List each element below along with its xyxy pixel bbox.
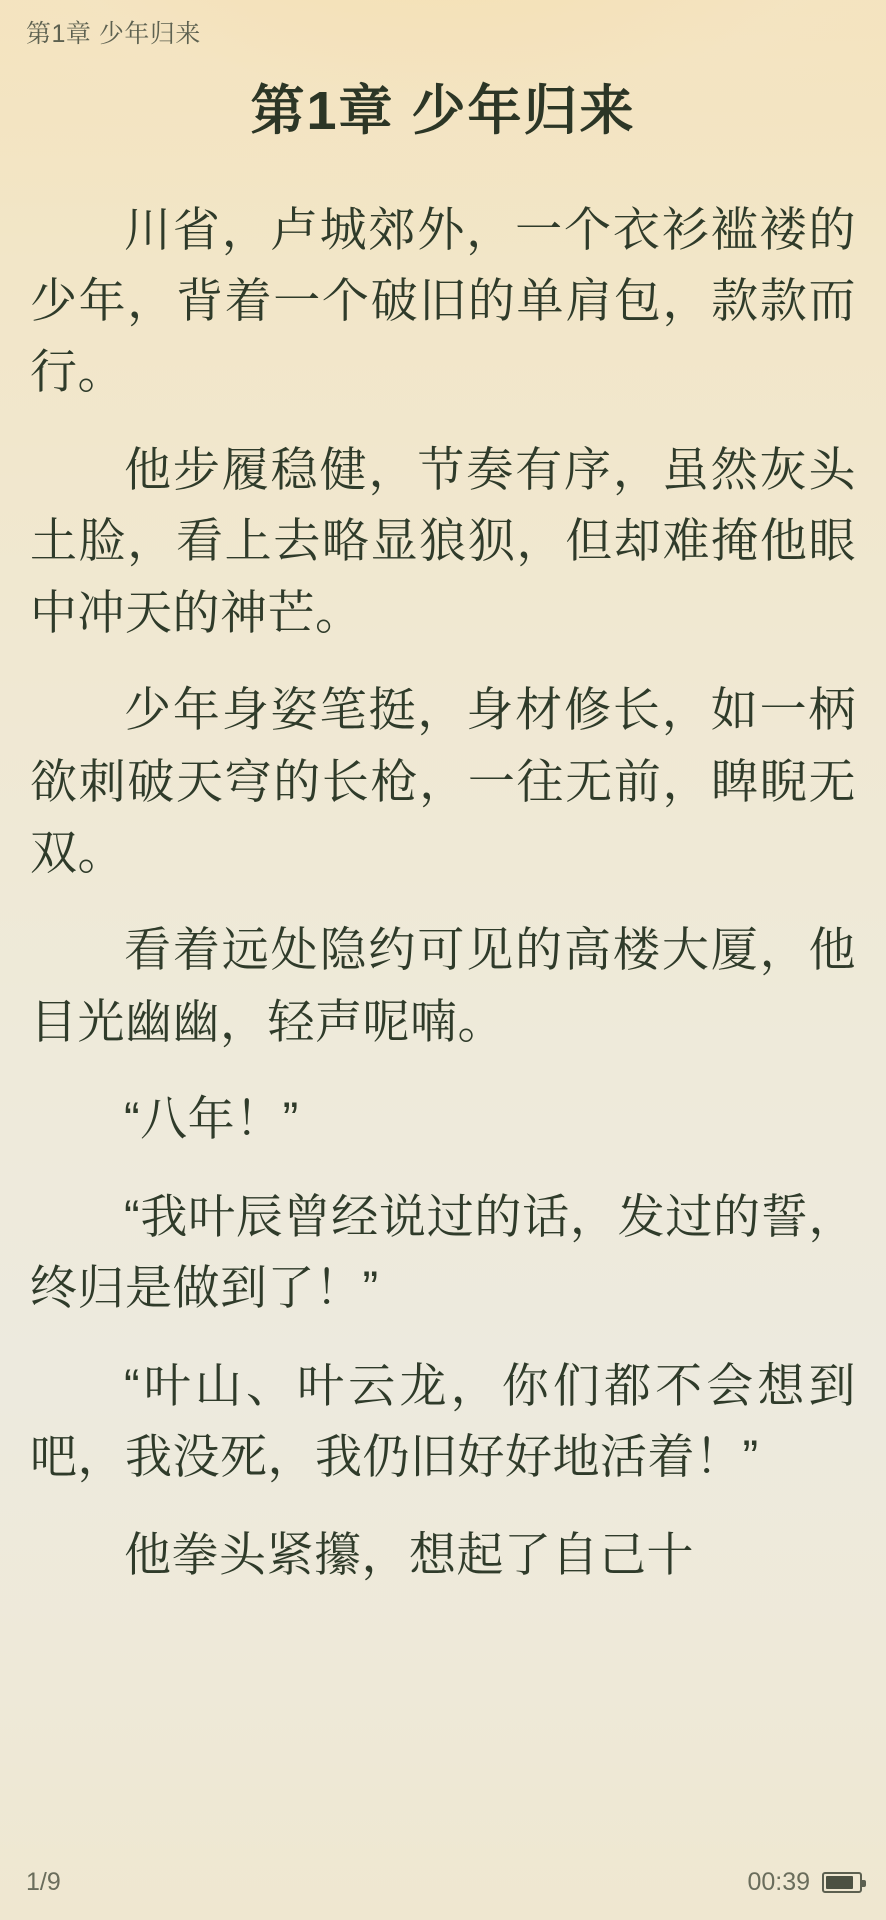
paragraph: 看着远处隐约可见的高楼大厦，他目光幽幽，轻声呢喃。 (30, 923, 856, 1048)
status-bar (0, 0, 886, 64)
bottom-bar (0, 1850, 886, 1920)
status-bar-chapter-label: 第1章 少年归来 (26, 20, 201, 48)
battery-fill (826, 1876, 853, 1889)
paragraph: 川省，卢城郊外，一个衣衫褴褛的少年，背着一个破旧的单肩包，款款而行。 (30, 202, 856, 399)
paragraph: 少年身姿笔挺，身材修长，如一柄欲刺破天穹的长枪，一往无前，睥睨无双。 (30, 683, 856, 879)
paragraph: 他步履稳健，节奏有序，虽然灰头土脸，看上去略显狼狈，但却难掩他眼中冲天的神芒。 (30, 442, 856, 639)
chapter-content[interactable] (0, 170, 886, 1851)
paragraph: “我叶辰曾经说过的话，发过的誓，终归是做到了！” (30, 1189, 856, 1315)
status-cluster (747, 1868, 862, 1897)
paragraph: 他拳头紧攥，想起了自己十 (124, 1527, 694, 1581)
page-title: 第1章 少年归来 (250, 81, 636, 141)
paragraph: “八年！” (124, 1092, 299, 1146)
clock-label: 00:39 (747, 1867, 810, 1896)
paragraph: “叶山、叶云龙，你们都不会想到吧，我没死，我仍旧好好地活着！” (30, 1358, 856, 1484)
page-indicator: 1/9 (26, 1867, 61, 1896)
battery-icon (822, 1872, 862, 1893)
